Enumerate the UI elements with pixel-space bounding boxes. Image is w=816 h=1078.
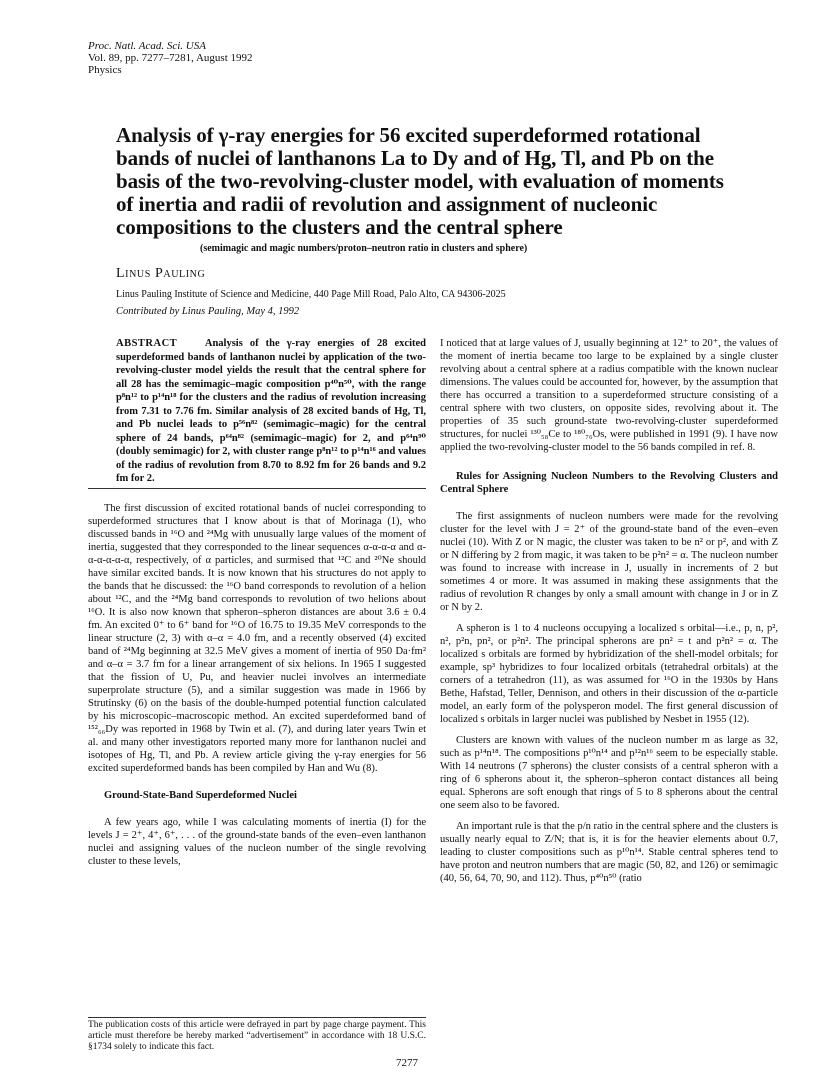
rules-paragraph-1: The first assignments of nucleon numbers were made for the revolving cluster for the level with J = 2⁺ of the ground-state band of the even–even nuclei (10). With Z or N magic, the cluster was taken to be n² or p², and with Z or N differing by 2 from magic, it was taken to be p²n² = α. The nucleon number was found to increase with increase in J, usually in increments of 2 but sometimes 4 or more. It was assumed in making these assignments that the radius of revolution R changes by only a small amount with change in J or in Z or N by 2. bbox=[440, 511, 778, 613]
journal-volume: Vol. 89, pp. 7277–7281, August 1992 bbox=[88, 52, 253, 64]
journal-header bbox=[88, 40, 253, 76]
author-affiliation: Linus Pauling Institute of Science and Medicine, 440 Page Mill Road, Palo Alto, CA 94306-2025 bbox=[116, 289, 506, 300]
journal-section: Physics bbox=[88, 64, 122, 76]
footnote: The publication costs of this article were defrayed in part by page charge payment. This article must therefore be hereby marked “advertisement” in accordance with 18 U.S.C. §1734 solely to indicate this fact. bbox=[88, 1020, 426, 1052]
left-column bbox=[88, 502, 426, 868]
keywords: (semimagic and magic numbers/proton–neutron ratio in clusters and sphere) bbox=[200, 243, 528, 254]
contributed-line: Contributed by Linus Pauling, May 4, 1992 bbox=[116, 306, 300, 317]
rules-paragraph-3: Clusters are known with values of the nucleon number m as large as 32, such as p¹⁴n¹⁸. The compositions p¹⁰n¹⁴ and p¹²n¹⁶ seem to be especially stable. With 14 neutrons (7 spherons) the cluster consists of a central spheron with a ring of 6 spherons about it, the spheron–spheron contact distances all being equal. Spherons are soft enough that rings of 5 to 8 spherons about the central one seem also to be favored. bbox=[440, 735, 778, 811]
article-title: Analysis of γ-ray energies for 56 excited superdeformed rotational bands of nuclei of lanthanons La to Dy and of Hg, Tl, and Pb on the basis of the two-revolving-cluster model, with evaluation of moments of inertia and radii of revolution and assignment of nucleonic compositions to the clusters and the central sphere bbox=[116, 123, 724, 239]
abstract-divider bbox=[88, 488, 426, 489]
right-column bbox=[440, 337, 778, 885]
page-number: 7277 bbox=[396, 1057, 418, 1069]
abstract-label: ABSTRACT bbox=[116, 338, 178, 349]
abstract-text: Analysis of the γ-ray energies of 28 excited superdeformed bands of lanthanon nuclei by application of the two-revolving-cluster model yields the result that the central sphere for all 28 has the semimagic–magic composition p⁴⁰n⁵⁰, with the range p⁸n¹² to p¹⁴n¹⁸ for the clusters and the radius of revolution increasing from 7.31 to 7.76 fm. Similar analysis of 28 excited bands of Hg, Tl, and Pb nuclei leads to p⁵⁶n⁸² (semimagic–magic) for the central sphere of 24 bands, p⁶⁴n⁸² (semimagic–magic) for 2, and p⁶⁴n⁹⁰ (doubly semimagic) for 2, with cluster range p⁸n¹² to p¹⁴n¹⁶ and values of the radius of revolution from 8.70 to 8.92 fm for 26 bands and 9.2 fm for 2. bbox=[116, 338, 426, 484]
journal-name: Proc. Natl. Acad. Sci. USA bbox=[88, 40, 206, 52]
abstract bbox=[116, 337, 426, 486]
section-heading-rules: Rules for Assigning Nucleon Numbers to the Revolving Clusters and Central Sphere bbox=[440, 471, 778, 495]
intro-paragraph: The first discussion of excited rotational bands of nuclei corresponding to superdeformed structures that I know about is that of Morinaga (1), who discussed bands in ¹⁶O and ²⁴Mg with unusually large values of the moment of inertia, suggested that they corresponded to the linear sequences α-α-α-α and α-α-α-α-α-α, respectively, of α particles, and surmised that ¹²C and ²⁰Ne should have similar excited bands. It is now known that his structures do not apply to the bands that he discussed: the ¹⁶O band corresponds to revolution of a helion about ¹²C, and the ²⁴Mg band corresponds to revolution of two helions about ¹⁶O. It is also now known that spheron–spheron distances are about 3.6 ± 0.4 fm. An excited 0⁺ to 6⁺ band for ¹⁶O of 16.75 to 19.35 MeV corresponds to the linear structure (2, 3) with α–α = 4.0 fm, and a recently observed (4) excited band of ²⁴Mg beginning at 32.5 MeV gives a moment of inertia of 950 Da·fm² and α–α = 3.7 fm for a linear arrangement of six helions. In 1965 I suggested that the fission of U, Pu, and heavier nuclei involves an intermediate superprolate structure (5), and a similar suggestion was made in 1966 by Strutinsky (6) on the basis of the double-humped potential function calculated by his microscopic–macroscopic method. An excited superdeformed band of ¹⁵²₆₆Dy was reported in 1968 by Twin et al. (7), and during later years Twin et al. and many other investigators reported many more for lanthanon nuclei and isotopes of Hg, Tl, and Pb. A review article giving the γ-ray energies for 56 excited superdeformed bands has been compiled by Han and Wu (8). bbox=[88, 503, 426, 774]
ground-state-paragraph: A few years ago, while I was calculating moments of inertia (I) for the levels J = 2⁺, 4⁺, 6⁺, . . . of the ground-state bands of the even–even lanthanon nuclei and assigning values of the nucleon number of the single revolving cluster to these levels, bbox=[88, 817, 426, 867]
rules-paragraph-4: An important rule is that the p/n ratio in the central sphere and the clusters is usually nearly equal to Z/N; that is, it is for the heavier elements about 0.7, leading to cluster compositions such as p¹⁰n¹⁴. Stable central spheres tend to have proton and neutron numbers that are magic (50, 82, and 126) or semimagic (40, 56, 64, 70, 90, and 112). Thus, p⁴⁰n⁵⁰ (ratio bbox=[440, 821, 778, 884]
footnote-divider bbox=[88, 1017, 426, 1018]
rules-paragraph-2: A spheron is 1 to 4 nucleons occupying a localized s orbital—i.e., p, n, p², n², p²n, pn², or p²n². The principal spherons are pn² = t and p²n² = α. The localized s orbitals are formed by hybridization of the shell-model orbitals; for example, sp³ hybridizes to four localized orbitals (tetrahedral orbitals) at the corners of a tetrahedron (11), as was assumed for ¹⁶O in the 1930s by Hans Bethe, Hafstad, Teller, Dennison, and others in their discussion of the α-particle model, an early form of the polysperon model. The first general discussion of localized s orbitals in larger nuclei was published by Nesbet in 1955 (12). bbox=[440, 623, 778, 725]
continuation-paragraph: I noticed that at large values of J, usually beginning at 12⁺ to 20⁺, the values of the moment of inertia became too large to be explained by a single cluster revolving about a central sphere at a radius compatible with the known nuclear dimensions. The values could be accounted for, however, by the assumption that there has occurred a transition to a superdeformed structure consisting of a central sphere with two clusters, on opposite sides, revolving about it. The properties of 35 such ground-state two-revolving-cluster superdeformed structures, for nuclei ¹³⁰₅₈Ce to ¹⁸⁰₇₆Os, were published in 1991 (9). I have now applied the two-revolving-cluster model to the 56 bands compiled in ref. 8. bbox=[440, 338, 778, 453]
section-heading-ground-state: Ground-State-Band Superdeformed Nuclei bbox=[104, 790, 297, 801]
author-name: Linus Pauling bbox=[116, 266, 206, 281]
